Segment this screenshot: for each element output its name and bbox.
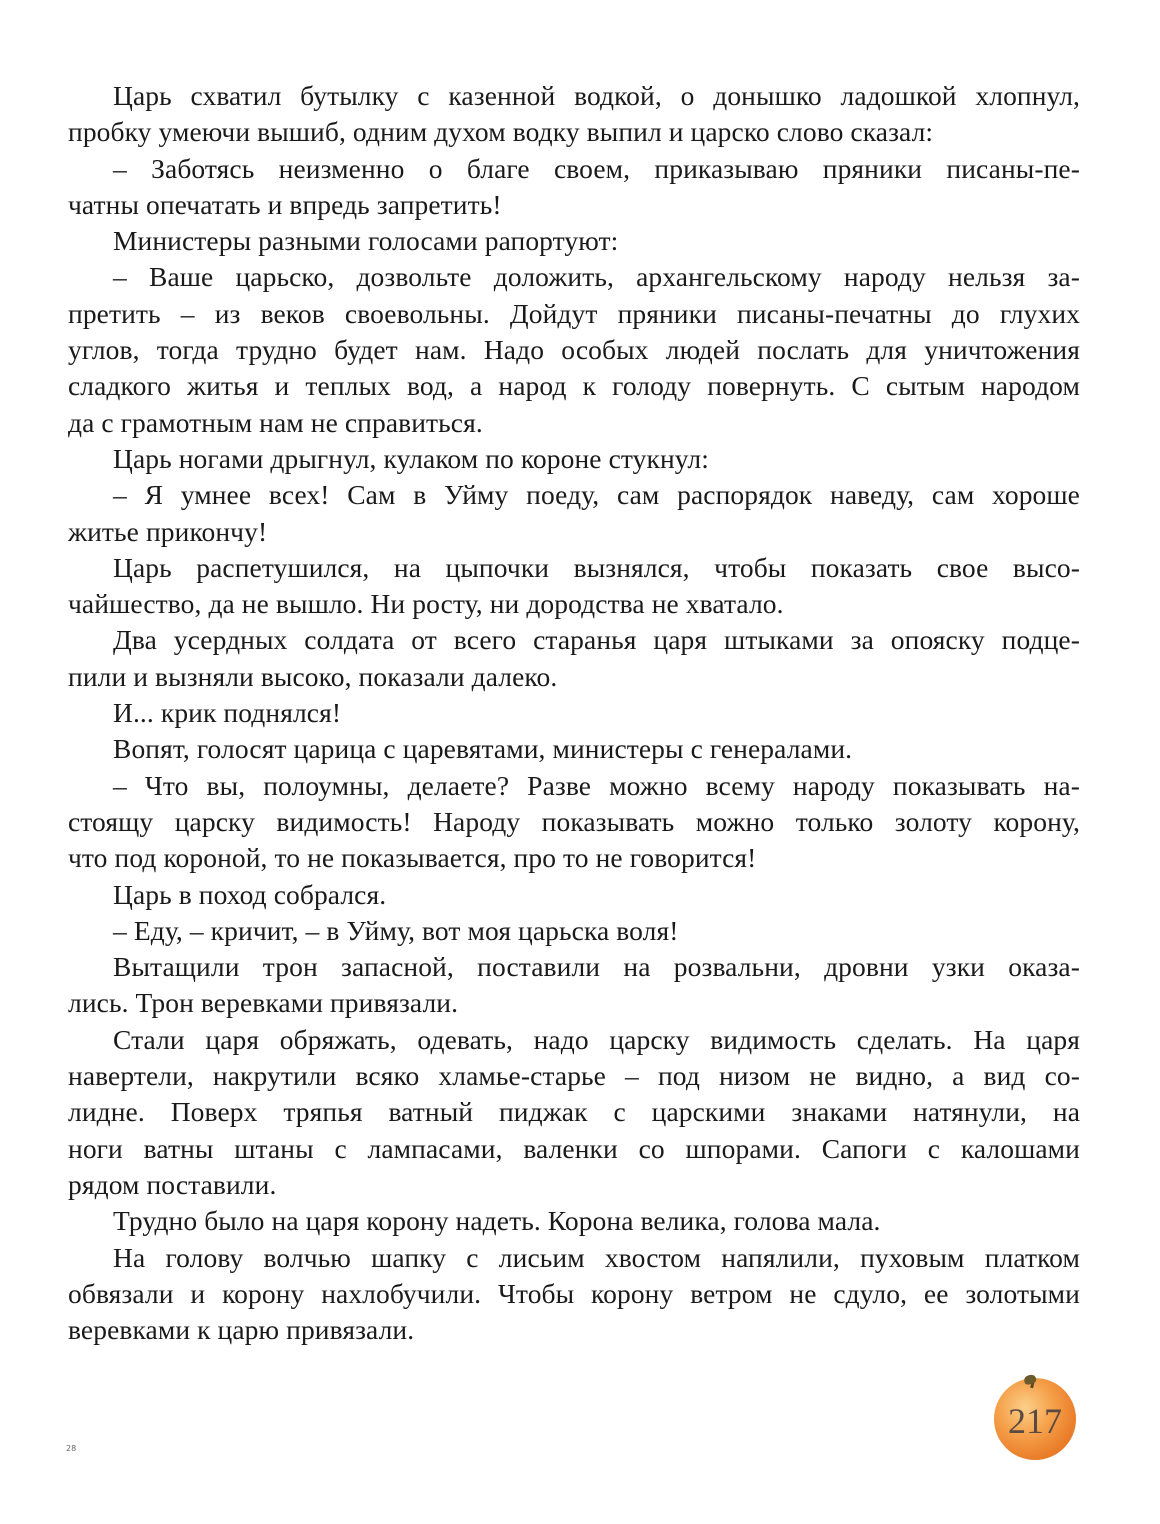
paragraph bbox=[68, 949, 1080, 1022]
text-line: – Я умнее всех! Сам в Уйму поеду, сам распорядок наведу, сам хороше bbox=[113, 479, 1080, 511]
paragraph bbox=[68, 913, 1080, 949]
page-number: 217 bbox=[1008, 1401, 1062, 1441]
paragraph bbox=[68, 151, 1080, 224]
text-line: Царь схватил бутылку с казенной водкой, о донышко ладошкой хлопнул, bbox=[113, 80, 1080, 111]
print-mark: 28 bbox=[66, 1444, 77, 1453]
text-line: житье прикончу! bbox=[68, 515, 268, 547]
text-line: навертели, накрутили всяко хламье-старье – под низом не видно, а вид со- bbox=[68, 1060, 1080, 1092]
text-line: сладкого житья и теплых вод, а народ к голоду повернуть. С сытым народом bbox=[68, 370, 1080, 402]
text-line: И... крик поднялся! bbox=[113, 697, 342, 729]
text-line: – Ваше царьско, дозвольте доложить, архангельскому народу нельзя за- bbox=[113, 261, 1080, 293]
text-line: Стали царя обряжать, одевать, надо царску видимость сделать. На царя bbox=[113, 1023, 1080, 1055]
text-line: обвязали и корону нахлобучили. Чтобы корону ветром не сдуло, ее золотыми bbox=[68, 1277, 1080, 1309]
paragraph bbox=[68, 1240, 1080, 1349]
text-line: лидне. Поверх тряпья ватный пиджак с царскими знаками натянули, на bbox=[68, 1096, 1080, 1128]
text-line: Трудно было на царя корону надеть. Корона велика, голова мала. bbox=[113, 1205, 881, 1237]
paragraph bbox=[68, 223, 1080, 259]
paragraph bbox=[68, 259, 1080, 440]
text-line: Два усердных солдата от всего старанья царя штыками за опояску подце- bbox=[113, 624, 1080, 656]
orange-fruit-icon bbox=[994, 1378, 1076, 1460]
text-line: претить – из веков своевольны. Дойдут пряники писаны-печатны до глухих bbox=[68, 297, 1080, 329]
paragraph bbox=[68, 768, 1080, 877]
paragraph bbox=[68, 441, 1080, 477]
text-line: веревками к царю привязали. bbox=[68, 1314, 415, 1346]
text-line: Царь ногами дрыгнул, кулаком по короне стукнул: bbox=[113, 442, 709, 474]
paragraph bbox=[68, 550, 1080, 623]
fruit-leaf bbox=[1023, 1373, 1037, 1385]
paragraph bbox=[68, 1022, 1080, 1203]
text-line: – Еду, – кричит, – в Уйму, вот моя царьска воля! bbox=[113, 914, 679, 946]
text-line: рядом поставили. bbox=[68, 1168, 277, 1200]
text-line: ноги ватны штаны с лампасами, валенки со шпорами. Сапоги с калошами bbox=[68, 1132, 1080, 1164]
paragraph bbox=[68, 731, 1080, 767]
text-line: – Заботясь неизменно о благе своем, приказываю пряники писаны-пе- bbox=[113, 152, 1080, 184]
text-line: углов, тогда трудно будет нам. Надо особых людей послать для уничтожения bbox=[68, 334, 1080, 366]
text-line: Царь распетушился, на цыпочки вызнялся, чтобы показать свое высо- bbox=[113, 551, 1080, 583]
paragraph bbox=[68, 477, 1080, 550]
text-line: – Что вы, полоумны, делаете? Разве можно всему народу показывать на- bbox=[113, 769, 1080, 801]
body-text bbox=[68, 78, 1080, 1348]
text-line: Министеры разными голосами рапортуют: bbox=[113, 225, 619, 257]
text-line: Царь в поход собрался. bbox=[113, 878, 387, 910]
paragraph bbox=[68, 877, 1080, 913]
text-line: пили и вызняли высоко, показали далеко. bbox=[68, 660, 558, 692]
text-line: лись. Трон веревками привязали. bbox=[68, 987, 459, 1019]
text-line: да с грамотным нам не справиться. bbox=[68, 406, 483, 438]
text-line: чатны опечатать и впредь запретить! bbox=[68, 188, 502, 220]
paragraph bbox=[68, 1203, 1080, 1239]
paragraph bbox=[68, 78, 1080, 151]
text-line: Вытащили трон запасной, поставили на розвальни, дровни узки оказа- bbox=[113, 951, 1080, 983]
paragraph bbox=[68, 622, 1080, 695]
text-line: На голову волчью шапку с лисьим хвостом напялили, пуховым платком bbox=[113, 1241, 1080, 1273]
text-line: чайшество, да не вышло. Ни росту, ни дородства не хватало. bbox=[68, 588, 784, 620]
text-line: что под короной, то не показывается, про то не говорится! bbox=[68, 842, 757, 874]
text-line: пробку умеючи вышиб, одним духом водку выпил и царско слово сказал: bbox=[68, 116, 934, 148]
paragraph bbox=[68, 695, 1080, 731]
text-line: Вопят, голосят царица с царевятами, министеры с генералами. bbox=[113, 733, 853, 765]
text-line: стоящу царску видимость! Народу показывать можно только золоту корону, bbox=[68, 805, 1080, 837]
